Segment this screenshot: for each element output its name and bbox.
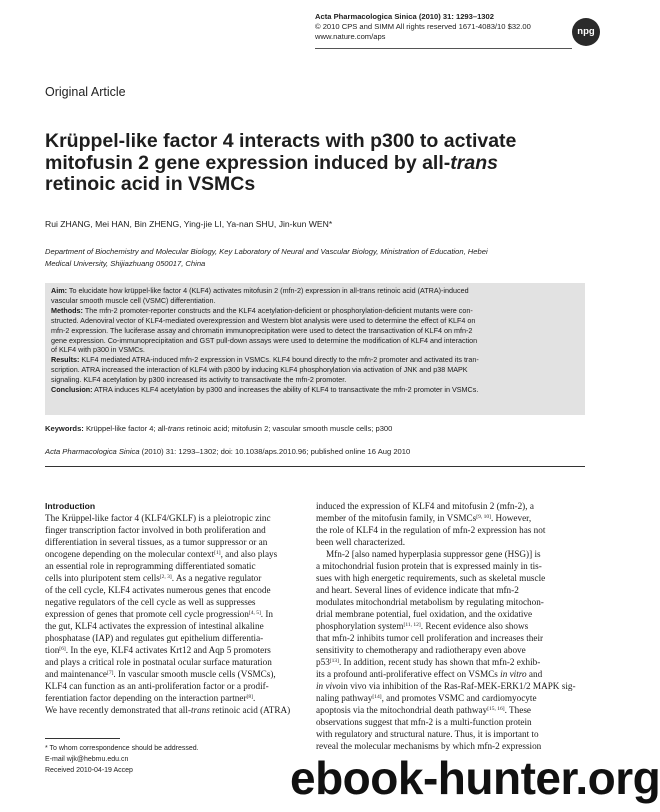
body-text: retinoic acid (ATRA) bbox=[209, 705, 291, 715]
body-line bbox=[45, 572, 307, 584]
footnote-divider bbox=[45, 738, 120, 739]
affiliation-line-2: Medical University, Shijiazhuang 050017, China bbox=[45, 258, 206, 268]
journal-url[interactable]: www.nature.com/aps bbox=[315, 32, 386, 42]
citation-ref[interactable]: [8] bbox=[246, 694, 253, 700]
header-divider bbox=[315, 48, 572, 49]
body-line: The Krüppel-like factor 4 (KLF4/GKLF) is a pleiotropic zinc bbox=[45, 513, 271, 523]
body-text: . In vascular smooth muscle cells (VSMCs), bbox=[113, 669, 276, 679]
body-line: of the cell cycle, KLF4 activates numerous genes that encode bbox=[45, 585, 271, 595]
body-text: ferentiation factor depending on the interaction partner bbox=[45, 693, 247, 703]
body-line bbox=[316, 656, 586, 668]
body-text: . As a negative regulator bbox=[171, 573, 262, 583]
body-text: . bbox=[252, 693, 256, 703]
article-title bbox=[45, 131, 605, 196]
body-line: and plays a critical role in postnatal ocular surface maturation bbox=[45, 657, 272, 667]
body-line bbox=[316, 704, 586, 716]
body-italic: trans bbox=[190, 705, 210, 715]
body-line bbox=[316, 692, 586, 704]
abstract-methods-line-3: mfn-2 expression. The luciferase assay and chromatin immunoprecipitation were used to detect the transactivation of KLF4 on mfn-2 bbox=[51, 325, 473, 335]
abstract-divider bbox=[45, 466, 585, 467]
body-line: and heart. Several lines of evidence indicate that mfn-2 bbox=[316, 585, 519, 595]
body-text: , and promotes VSMC and cardiomyocyte bbox=[381, 693, 537, 703]
results-label: Results: bbox=[51, 355, 80, 365]
body-line: sues with high energetic requirements, such as skeletal muscle bbox=[316, 573, 546, 583]
abstract-results-line-2: scription. ATRA increased the interaction of KLF4 with p300 by inducing KLF4 phosphorylation via activation of JNK and p38 MAPK bbox=[51, 365, 468, 375]
citation-ref[interactable]: [7] bbox=[106, 670, 114, 676]
abstract-results-line-3: signaling. KLF4 acetylation by p300 increased its activity to transactivate the mfn-2 promoter. bbox=[51, 375, 347, 385]
corresponding-note: * To whom correspondence should be addressed. bbox=[45, 745, 199, 752]
citation-ref[interactable]: [9, 10] bbox=[476, 514, 491, 520]
abstract-methods-line-2: structed. Adenoviral vector of KLF4-mediated overexpression and Western blot analysis were used to determine the effect of KLF4 on bbox=[51, 315, 476, 325]
body-line: KLF4 can function as an anti-proliferation factor or a prodif- bbox=[45, 681, 269, 691]
body-text: and maintenance bbox=[45, 669, 107, 679]
citation-ref[interactable]: [4, 5] bbox=[248, 610, 261, 616]
body-text: naling pathway bbox=[316, 693, 373, 703]
body-line bbox=[45, 644, 307, 656]
body-line bbox=[316, 512, 586, 524]
citation-details: (2010) 31: 1293–1302; doi: 10.1038/aps.2010.96; published online 16 Aug 2010 bbox=[139, 447, 411, 456]
body-text: cells into pluripotent stem cells bbox=[45, 573, 160, 583]
body-text: . In addition, recent study has shown that mfn-2 exhib- bbox=[338, 657, 541, 667]
citation-ref[interactable]: [6] bbox=[59, 646, 66, 652]
body-text: tion bbox=[45, 645, 60, 655]
body-text: . However, bbox=[490, 513, 532, 523]
body-line: observations suggest that mfn-2 is a multi-function protein bbox=[316, 717, 532, 727]
body-column-right bbox=[316, 500, 586, 752]
body-text: member of the mitofusin family, in VSMCs bbox=[316, 513, 477, 523]
body-column-left bbox=[45, 500, 307, 716]
body-line bbox=[45, 548, 307, 560]
abstract-aim-line-2: vascular smooth muscle cell (VSMC) differentiation. bbox=[51, 295, 216, 305]
title-line-3: retinoic acid in VSMCs bbox=[45, 173, 256, 195]
affiliation-line-1: Department of Biochemistry and Molecular Biology, Key Laboratory of Neural and Vascular Biology, Ministration of Education, Hebei bbox=[45, 247, 488, 256]
citation-ref[interactable]: [15, 16] bbox=[487, 706, 505, 712]
conclusion-label: Conclusion: bbox=[51, 385, 93, 395]
body-line: with regulatory and structural nature. Thus, it is important to bbox=[316, 729, 539, 739]
article-citation bbox=[45, 447, 410, 456]
body-line: that mfn-2 inhibits tumor cell proliferation and increases their bbox=[316, 633, 544, 643]
body-line: been well characterized. bbox=[316, 537, 406, 547]
journal-header bbox=[315, 12, 555, 43]
body-text: oncogene depending on the molecular context bbox=[45, 549, 215, 559]
affiliation bbox=[45, 246, 585, 269]
body-line: Mfn-2 [also named hyperplasia suppressor gene (HSG)] is bbox=[326, 549, 541, 559]
title-line-1: Krüppel-like factor 4 interacts with p300 to activate bbox=[45, 130, 517, 152]
body-line bbox=[316, 668, 586, 680]
abstract-box bbox=[45, 283, 585, 415]
title-line-2-text: mitofusin 2 gene expression induced by all- bbox=[45, 151, 451, 174]
journal-citation-line: Acta Pharmacologica Sinica (2010) 31: 1293–1302 bbox=[315, 12, 494, 21]
conclusion-text-1: ATRA induces KLF4 acetylation by p300 and increases the ability of KLF4 to transactivate the mfn-2 promoter in VSMCs. bbox=[92, 385, 479, 395]
keywords-text-a: Krüppel-like factor 4; all- bbox=[83, 424, 168, 433]
body-italic: in vivo bbox=[316, 681, 341, 691]
citation-ref[interactable]: [13] bbox=[329, 658, 339, 664]
citation-ref[interactable]: [14] bbox=[372, 694, 382, 700]
body-line: a mitochondrial fusion protein that is expressed mainly in tis- bbox=[316, 561, 542, 571]
body-line: finger transcription factor involved in both proliferation and bbox=[45, 525, 266, 535]
citation-ref[interactable]: [2, 3] bbox=[159, 574, 172, 580]
body-line: an essential role in reprogramming differentiated somatic bbox=[45, 561, 256, 571]
body-text: . Recent evidence also shows bbox=[420, 621, 529, 631]
body-line: induced the expression of KLF4 and mitofusin 2 (mfn-2), a bbox=[316, 501, 534, 511]
watermark: ebook-hunter.org bbox=[290, 752, 660, 804]
body-text: We have recently demonstrated that all- bbox=[45, 705, 191, 715]
body-text: in vivo via inhibition of the Ras-Raf-MEK-ERK1/2 MAPK sig- bbox=[340, 681, 576, 691]
title-line-2 bbox=[45, 153, 605, 175]
body-line bbox=[316, 680, 586, 692]
abstract-conclusion-line-1 bbox=[51, 385, 579, 395]
body-text: . In the eye, KLF4 activates Krt12 and Aqp 5 promoters bbox=[65, 645, 271, 655]
citation-ref[interactable]: [1] bbox=[214, 550, 221, 556]
received-date: Received 2010-04-19 Accep bbox=[45, 767, 133, 774]
body-line bbox=[45, 692, 307, 704]
abstract-methods-line-4: gene expression. Co-immunoprecipitation and GST pull-down assays were used to determine the modification of KLF4 and interaction bbox=[51, 335, 478, 345]
footnotes bbox=[45, 743, 199, 776]
keywords-italic: trans bbox=[167, 424, 185, 433]
aim-text-1: To elucidate how krüppel-like factor 4 (KLF4) activates mitofusin 2 (mfn-2) expression in all-trans retinoic acid (ATRA)-induced bbox=[66, 286, 469, 295]
keywords-text-c: retinoic acid; mitofusin 2; vascular smooth muscle cells; p300 bbox=[184, 424, 393, 433]
body-line: drial membrane potential, fuel oxidation, and the oxidative bbox=[316, 609, 533, 619]
article-type-label: Original Article bbox=[45, 85, 126, 99]
keywords-label: Keywords: bbox=[45, 424, 84, 433]
body-line: negative regulators of the cell cycle as well as suppresses bbox=[45, 597, 256, 607]
abstract-results-line-1 bbox=[51, 355, 579, 365]
corresponding-email[interactable]: E-mail wjk@hebmu.edu.cn bbox=[45, 756, 129, 763]
body-line: phosphatase (IAP) and regulates gut epithelium differentia- bbox=[45, 633, 264, 643]
results-text-1: KLF4 mediated ATRA-induced mfn-2 expression in VSMCs. KLF4 bound directly to the mfn-2 promoter and activated its tran- bbox=[79, 355, 479, 365]
npg-logo: npg bbox=[572, 18, 600, 46]
methods-label: Methods: bbox=[51, 305, 83, 315]
abstract-methods-line-1 bbox=[51, 306, 579, 316]
body-line: sensitivity to chemotherapy and radiotherapy even above bbox=[316, 645, 526, 655]
abstract-methods-line-5: of KLF4 with p300 in VSMCs. bbox=[51, 345, 145, 355]
body-line: the role of KLF4 in the regulation of mfn-2 expression has not bbox=[316, 525, 546, 535]
methods-text-1: The mfn-2 promoter-reporter constructs and the KLF4 acetylation-deficient or phosphorylation-deficient mutants were con- bbox=[82, 305, 473, 315]
abstract-aim-line-1 bbox=[51, 286, 579, 296]
body-text: and bbox=[526, 669, 543, 679]
body-text: its a profound anti-proliferative effect on VSMCs bbox=[316, 669, 501, 679]
body-line: differentiation in several tissues, as a tumor suppressor or an bbox=[45, 537, 268, 547]
body-text: apoptosis via the mitochondrial death pathway bbox=[316, 705, 488, 715]
introduction-heading: Introduction bbox=[45, 501, 96, 511]
body-text: . In bbox=[260, 609, 274, 619]
citation-ref[interactable]: [11, 12] bbox=[403, 622, 421, 628]
body-line: reveal the molecular mechanisms by which mfn-2 expression bbox=[316, 741, 542, 751]
body-line bbox=[45, 668, 307, 680]
body-line: the gut, KLF4 activates the expression of intestinal alkaline bbox=[45, 621, 264, 631]
body-line bbox=[45, 704, 307, 716]
title-italic-trans: trans bbox=[450, 151, 498, 174]
body-italic: in vitro bbox=[500, 669, 527, 679]
body-text: . These bbox=[504, 705, 531, 715]
author-list: Rui ZHANG, Mei HAN, Bin ZHENG, Ying-jie LI, Ya-nan SHU, Jin-kun WEN* bbox=[45, 219, 333, 229]
body-line bbox=[45, 608, 307, 620]
citation-journal: Acta Pharmacologica Sinica bbox=[45, 447, 140, 456]
aim-label: Aim: bbox=[51, 286, 67, 295]
copyright-line: © 2010 CPS and SIMM All rights reserved 1671-4083/10 $32.00 bbox=[315, 22, 531, 32]
body-line: modulates mitochondrial metabolism by regulating mitochon- bbox=[316, 597, 544, 607]
keywords bbox=[45, 424, 392, 433]
body-text: expression of genes that promote cell cycle progression bbox=[45, 609, 249, 619]
body-line bbox=[316, 620, 586, 632]
body-text: , and also plays bbox=[220, 549, 278, 559]
body-text: phosphorylation system bbox=[316, 621, 404, 631]
body-text: p53 bbox=[316, 657, 330, 667]
